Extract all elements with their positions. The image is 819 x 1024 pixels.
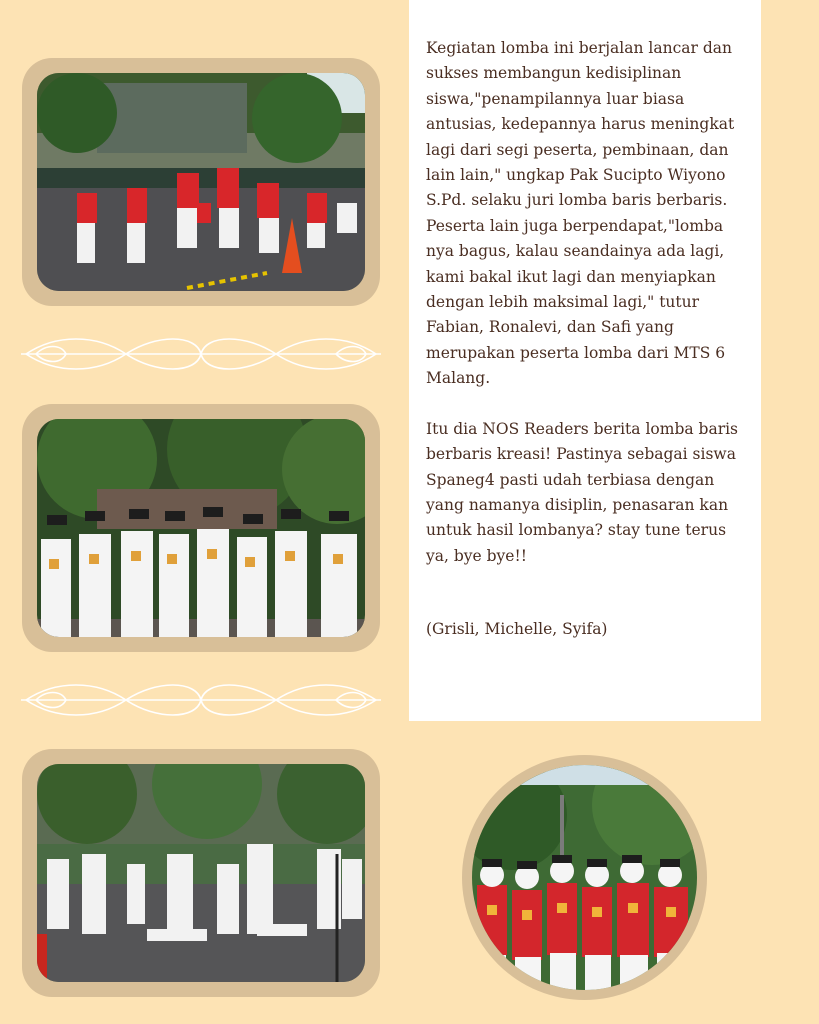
photo-white-formation [37,764,365,982]
photo-red-formation [37,73,365,291]
ornament-divider [16,334,386,374]
article-paragraph-1: Kegiatan lomba ini berjalan lancar dan sukses membangun kedisiplinan siswa,"penampilannya luar biasa antusias, kedepannya harus meningkat lagi dari segi peserta, pembinaan, dan lain lain," ungkap Pak Sucipto Wiyono S.Pd. selaku juri lomba baris berbaris. Peserta lain juga berpendapat,"lomba nya bagus, kalau seandainya ada lagi, kami bakal ikut lagi dan menyiapkan dengan lebih maksimal lagi," tutur Fabian, Ronalevi, dan Safi yang merupakan peserta lomba dari MTS 6 Malang. [426,39,735,388]
article-paragraph-2: Itu dia NOS Readers berita lomba baris berbaris kreasi! Pastinya sebagai siswa Spaneg4 pasti udah terbiasa dengan yang namanya disiplin, penasaran kan untuk hasil lombanya? stay tune terus ya, bye bye!! [426,419,739,565]
article-credit: (Grisli, Michelle, Syifa) [426,620,608,639]
photo-red-marching [472,765,697,990]
ornament-divider [16,680,386,720]
photo-white-salute [37,419,365,637]
article-panel [409,0,761,721]
